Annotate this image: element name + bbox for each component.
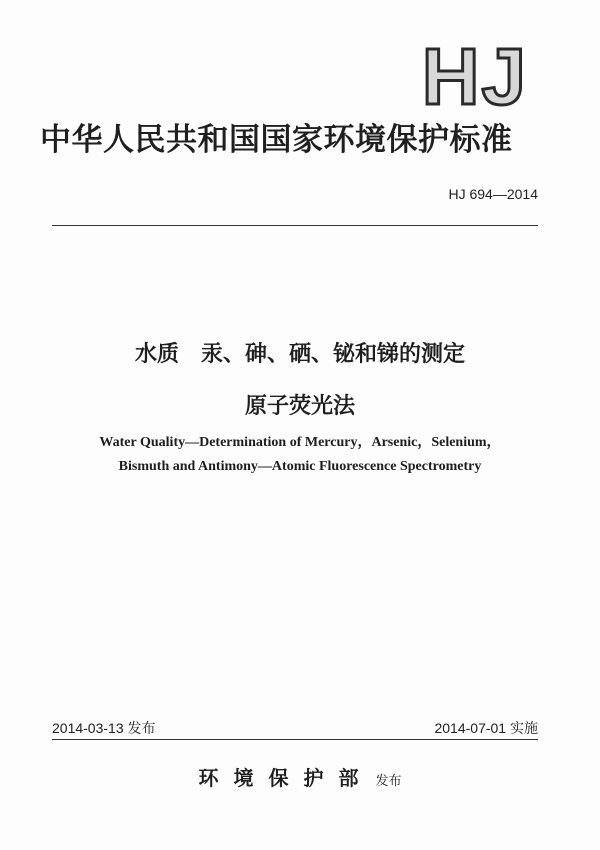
hj-logo: HJ bbox=[421, 32, 528, 121]
top-divider bbox=[52, 225, 538, 226]
issuer-suffix: 发布 bbox=[375, 774, 402, 789]
issuer-name: 环境保护部 bbox=[198, 766, 374, 790]
title-chinese-line-1: 水质 汞、砷、硒、铋和锑的测定 bbox=[134, 342, 465, 367]
issue-date: 2014-03-13 发布 bbox=[52, 720, 156, 736]
effective-date: 2014-07-01 实施 bbox=[434, 720, 538, 736]
bottom-divider bbox=[52, 739, 538, 740]
issuer-line bbox=[0, 762, 600, 791]
title-chinese-line-2: 原子荧光法 bbox=[244, 394, 355, 419]
standard-number: HJ 694—2014 bbox=[448, 186, 538, 202]
title-english-line-1: Water Quality—Determination of Mercury，Arsenic，Selenium， bbox=[99, 435, 501, 450]
standard-title: 中华人民共和国国家环境保护标准 bbox=[40, 122, 513, 158]
title-english-line-2: Bismuth and Antimony—Atomic Fluorescence Spectrometry bbox=[118, 459, 482, 474]
